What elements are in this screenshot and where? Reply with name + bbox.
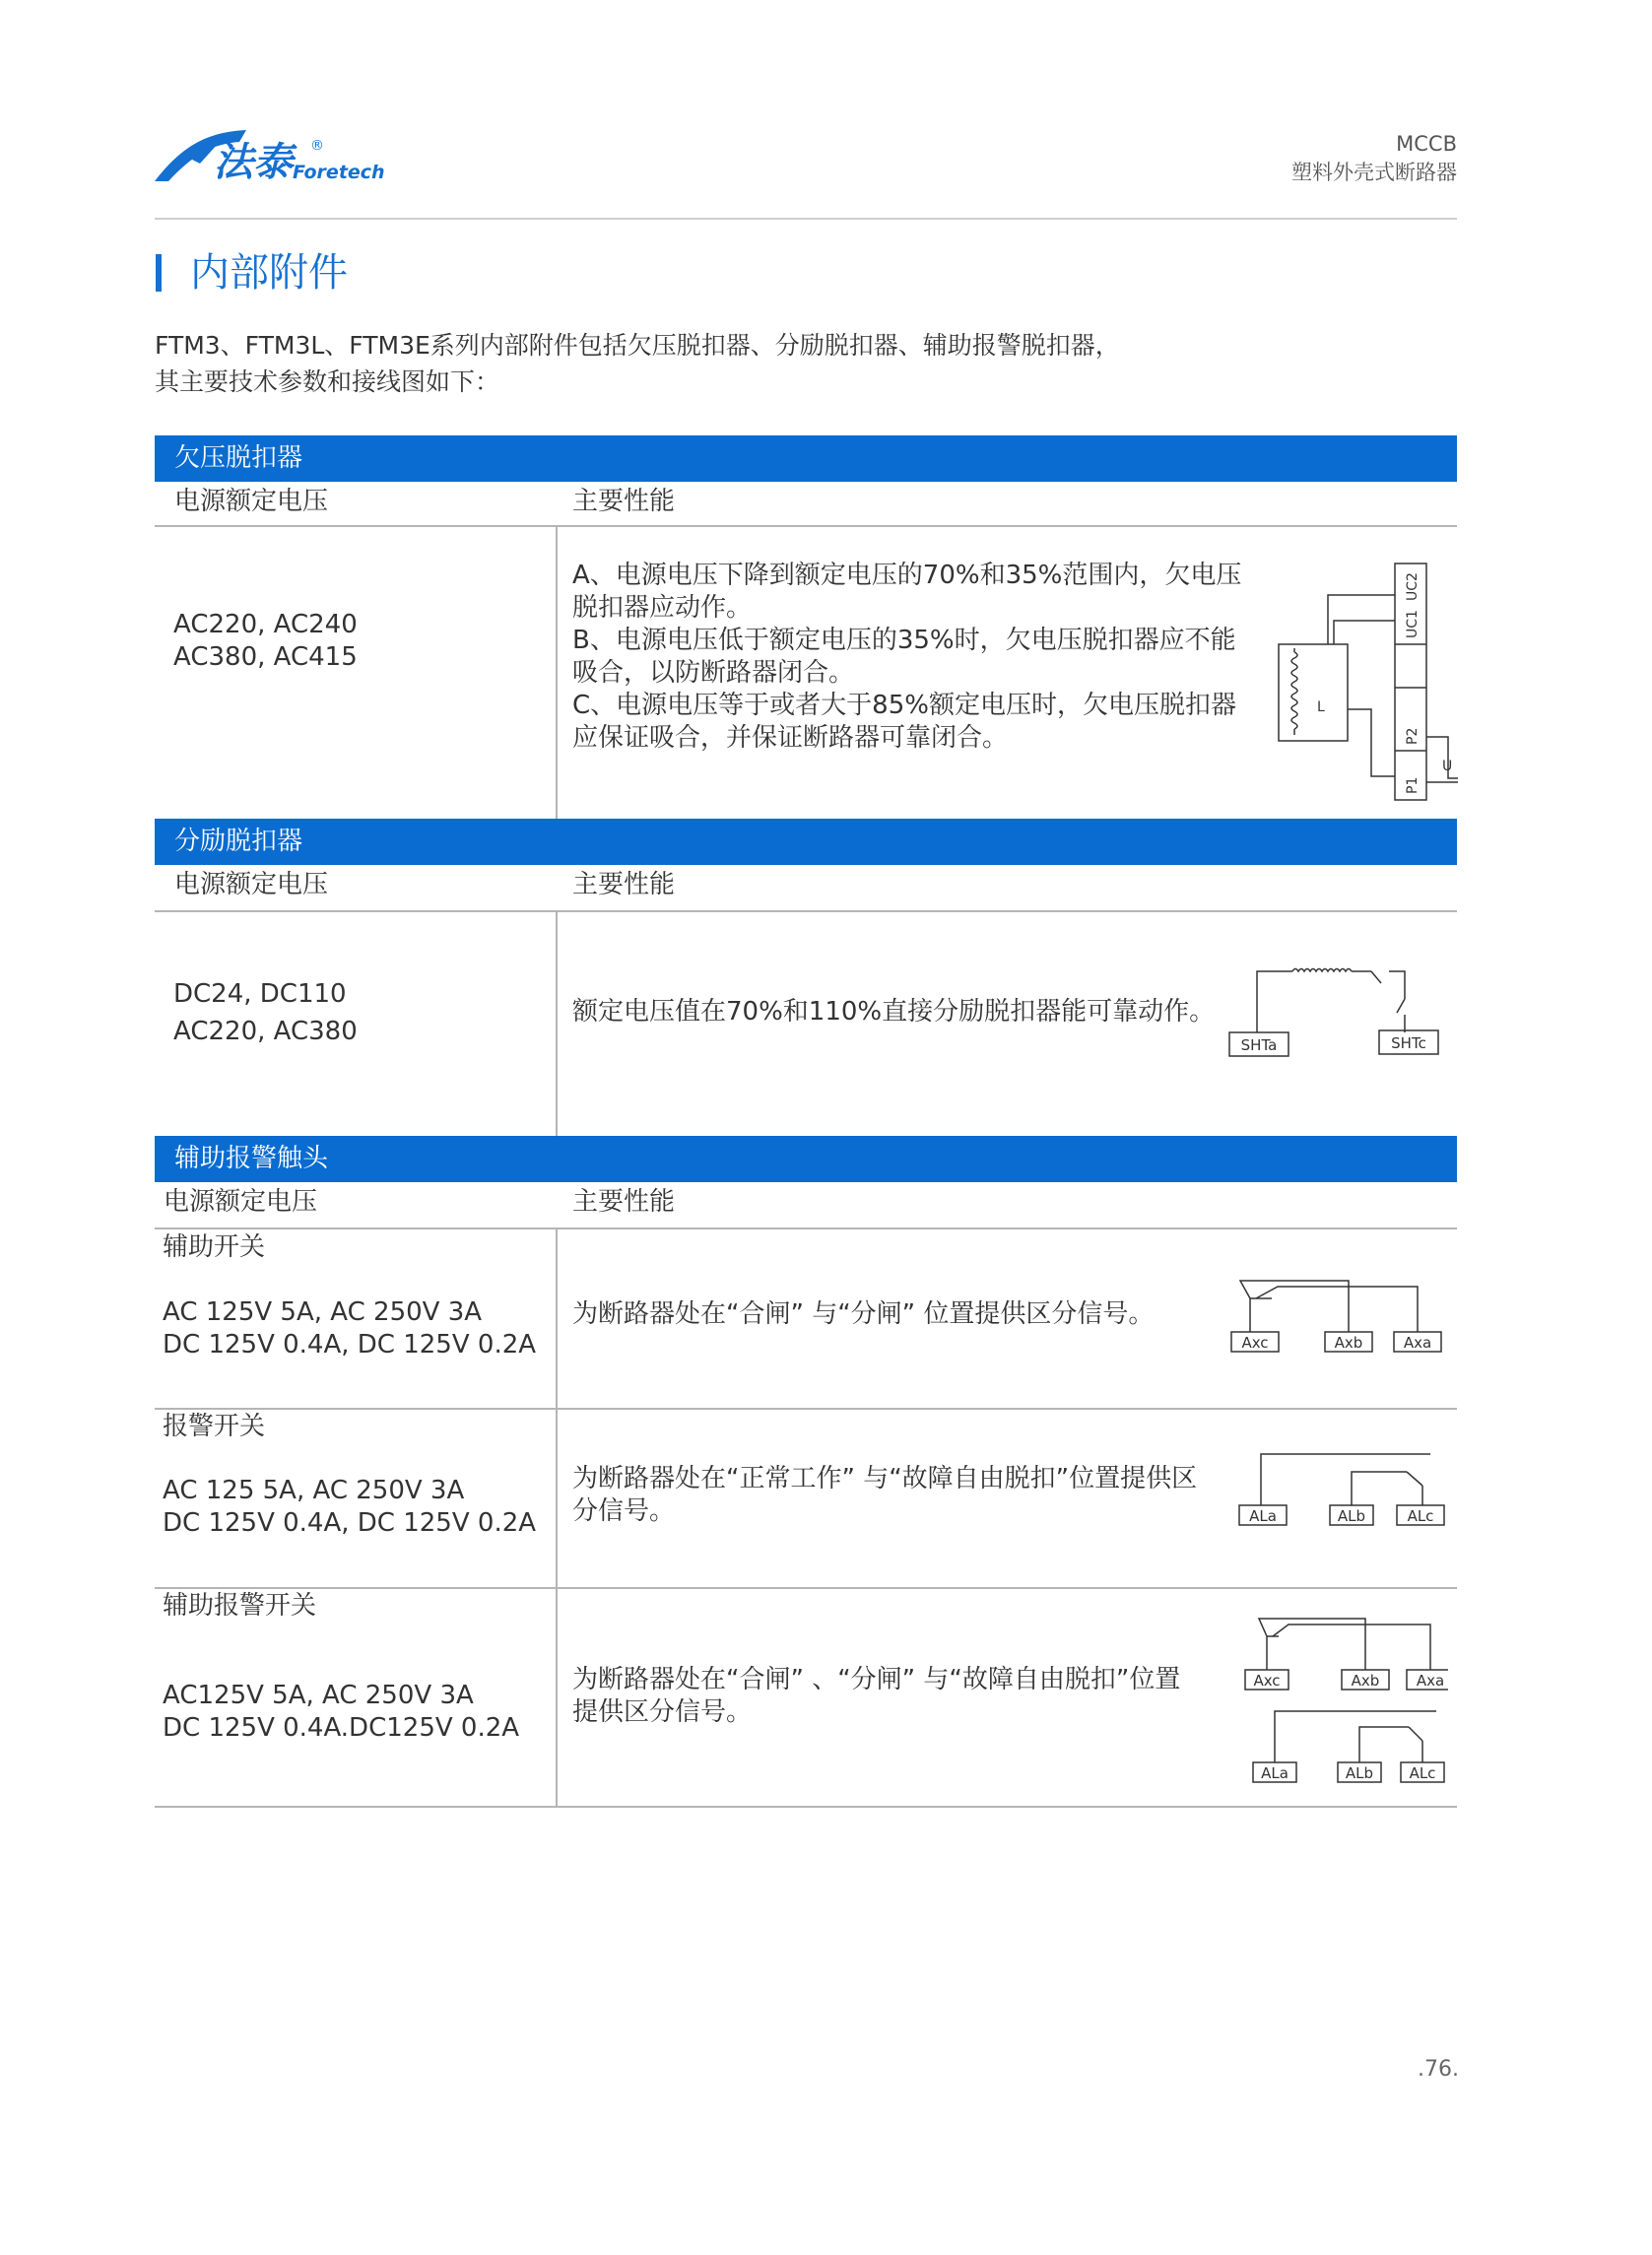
terminal-label: Axa: [1416, 1672, 1445, 1690]
terminal-label: ALa: [1249, 1507, 1277, 1525]
intro-line-1: FTM3、FTM3L、FTM3E系列内部附件包括欠压脱扣器、分励脱扣器、辅助报警脱扣器，: [155, 331, 1120, 360]
auxiliary-switch-diagram: [1226, 1273, 1448, 1354]
intro-line-2: 其主要技术参数和接线图如下：: [155, 367, 500, 396]
terminal-label: ALc: [1409, 1764, 1436, 1782]
spec-line: AC125V 5A, AC 250V 3A: [163, 1681, 474, 1710]
foretech-logo: [153, 116, 399, 195]
auxiliary-col2-header: 主要性能: [572, 1187, 676, 1217]
terminal-label: Axc: [1241, 1334, 1269, 1352]
performance-line: A、电源电压下降到额定电压的70%和35%范围内，欠电压: [572, 561, 1242, 590]
spec-line: DC 125V 0.4A.DC125V 0.2A: [163, 1713, 520, 1743]
side-label: U: [1442, 759, 1453, 774]
performance-line: 应保证吸合，并保证断路器可靠闭合。: [572, 723, 1009, 753]
terminal-label: P2: [1405, 727, 1421, 745]
shunt-performance: 额定电压值在70%和110%直接分励脱扣器能可靠动作。: [572, 997, 1216, 1027]
auxiliary-title: 辅助报警触头: [174, 1144, 329, 1173]
header-product-info: [1291, 130, 1457, 187]
alarm-switch-diagram: [1231, 1446, 1448, 1527]
voltage-line: AC220, AC380: [173, 1017, 358, 1046]
spec-line: AC 125 5A, AC 250V 3A: [163, 1476, 465, 1505]
undervoltage-wiring-diagram: [1271, 562, 1458, 803]
table-bottom-border: [155, 1806, 1457, 1808]
spec-line: DC 125V 0.4A, DC 125V 0.2A: [163, 1508, 537, 1538]
performance-line: 脱扣器应动作。: [572, 593, 753, 623]
undervoltage-voltages: [173, 609, 358, 674]
performance-line: 吸合，以防断路器闭合。: [572, 658, 855, 688]
column-divider: [556, 526, 558, 819]
column-divider: [556, 1228, 558, 1806]
page-number: .76.: [1418, 2057, 1459, 2082]
column-divider: [556, 911, 558, 1136]
undervoltage-section-header: [155, 435, 1457, 482]
logo-registered-mark: ®: [310, 138, 324, 154]
table-divider: [155, 1408, 1457, 1410]
spec-line: AC 125V 5A, AC 250V 3A: [163, 1297, 483, 1327]
logo-cn-text: 法泰: [214, 140, 293, 185]
header-divider: [155, 218, 1457, 220]
intro-paragraph: [155, 327, 1120, 400]
page-title: 内部附件: [190, 250, 348, 296]
terminal-label: Axa: [1403, 1334, 1432, 1352]
shunt-section-header: [155, 819, 1457, 865]
shunt-wiring-diagram: [1222, 956, 1443, 1059]
terminal-label: SHTc: [1391, 1034, 1426, 1052]
table-divider: [155, 525, 1457, 527]
product-name: 塑料外壳式断路器: [1291, 161, 1457, 184]
shunt-title: 分励脱扣器: [174, 827, 303, 856]
performance-line: 为断路器处在“合闸” 、“分闸” 与“故障自由脱扣”位置: [572, 1665, 1181, 1694]
aux-row-specs: [163, 1475, 536, 1540]
auxiliary-alarm-switch-diagram: [1239, 1611, 1448, 1788]
logo-en-text: Foretech: [293, 162, 385, 183]
shunt-col2-header: 主要性能: [572, 870, 676, 899]
aux-row-name: 辅助开关: [163, 1232, 266, 1262]
performance-line: C、电源电压等于或者大于85%额定电压时，欠电压脱扣器: [572, 691, 1236, 720]
voltage-line: DC24, DC110: [173, 979, 347, 1009]
terminal-label: ALa: [1261, 1764, 1289, 1782]
table-divider: [155, 1227, 1457, 1229]
aux-row-name: 辅助报警开关: [163, 1591, 317, 1621]
aux-row-specs: [163, 1680, 519, 1745]
terminal-label: Axc: [1253, 1672, 1281, 1690]
performance-line: B、电源电压低于额定电压的35%时，欠电压脱扣器应不能: [572, 626, 1236, 655]
terminal-label: P1: [1405, 776, 1421, 794]
terminal-label: Axb: [1351, 1672, 1380, 1690]
auxiliary-section-header: [155, 1136, 1457, 1182]
aux-row-name: 报警开关: [163, 1412, 266, 1441]
coil-label: L: [1317, 699, 1325, 715]
voltage-line: AC380, AC415: [173, 642, 358, 672]
performance-line: 分信号。: [572, 1496, 676, 1526]
terminal-label: SHTa: [1240, 1036, 1278, 1054]
terminal-label: ALb: [1337, 1507, 1366, 1525]
aux-row-performance: [572, 1463, 1197, 1528]
table-divider: [155, 1587, 1457, 1589]
logo-mark-icon: [153, 116, 399, 195]
aux-row-specs: [163, 1296, 536, 1361]
terminal-label: Axb: [1334, 1334, 1363, 1352]
terminal-label: UC2: [1405, 572, 1421, 601]
shunt-voltages: [173, 975, 358, 1050]
table-divider: [155, 910, 1457, 912]
shunt-col1-header: 电源额定电压: [174, 870, 329, 899]
auxiliary-col1-header: 电源额定电压: [164, 1187, 318, 1217]
undervoltage-col2-header: 主要性能: [572, 487, 676, 516]
aux-row-performance: 为断路器处在“合闸” 与“分闸” 位置提供区分信号。: [572, 1299, 1155, 1329]
terminal-label: ALb: [1345, 1764, 1374, 1782]
title-accent-bar: [156, 254, 162, 292]
product-code: MCCB: [1396, 132, 1457, 156]
undervoltage-title: 欠压脱扣器: [174, 443, 303, 473]
voltage-line: AC220, AC240: [173, 610, 358, 639]
performance-line: 提供区分信号。: [572, 1697, 753, 1727]
performance-line: 为断路器处在“正常工作” 与“故障自由脱扣”位置提供区: [572, 1464, 1198, 1493]
aux-row-performance: [572, 1664, 1180, 1729]
terminal-label: UC1: [1405, 610, 1421, 638]
undervoltage-col1-header: 电源额定电压: [174, 487, 329, 516]
undervoltage-performance: [572, 560, 1241, 755]
terminal-label: ALc: [1407, 1507, 1434, 1525]
spec-line: DC 125V 0.4A, DC 125V 0.2A: [163, 1330, 537, 1360]
